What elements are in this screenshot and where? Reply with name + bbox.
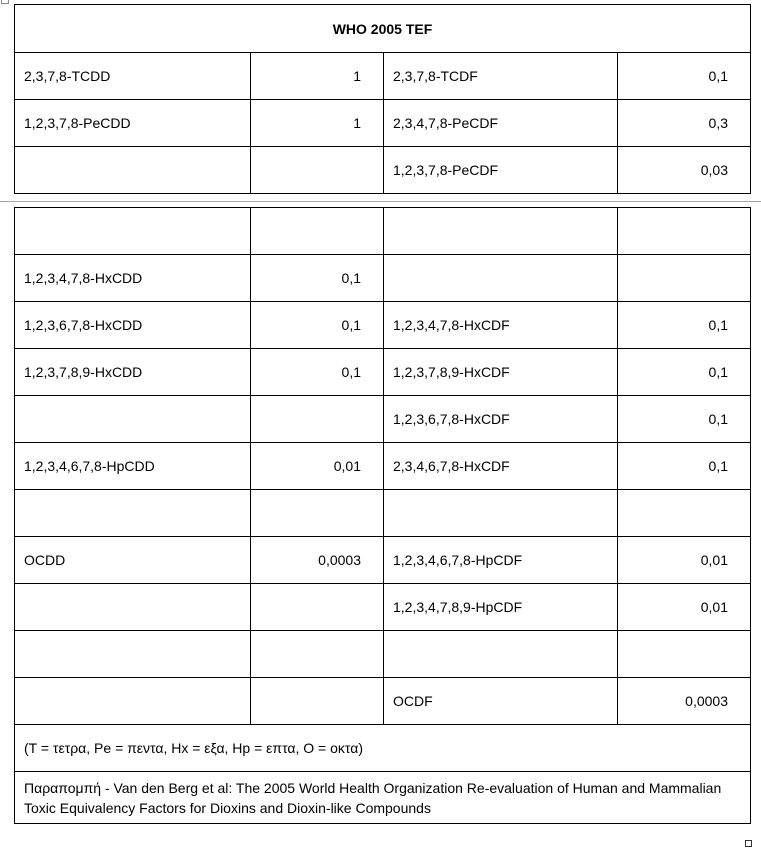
dioxin-tef-cell <box>251 631 384 678</box>
furan-tef-cell: 0,01 <box>618 584 751 631</box>
table-resize-handle[interactable] <box>745 840 752 847</box>
furan-tef-cell <box>618 631 751 678</box>
furan-cell <box>384 490 618 537</box>
table-row <box>15 584 751 631</box>
tef-table-bottom <box>14 207 751 824</box>
furan-tef-cell: 0,1 <box>618 396 751 443</box>
tef-table-top <box>14 4 751 194</box>
furan-cell: 1,2,3,7,8-PeCDF <box>384 147 618 194</box>
furan-tef-cell: 0,1 <box>618 443 751 490</box>
table-row <box>15 53 751 100</box>
dioxin-tef-cell: 1 <box>251 100 384 147</box>
dioxin-cell: 2,3,7,8-TCDD <box>15 53 251 100</box>
furan-tef-cell: 0,1 <box>618 302 751 349</box>
table-row <box>15 208 751 255</box>
dioxin-cell: 1,2,3,6,7,8-HxCDD <box>15 302 251 349</box>
page-break-line <box>0 201 761 202</box>
table-row <box>15 537 751 584</box>
table-row <box>15 100 751 147</box>
furan-tef-cell: 0,01 <box>618 537 751 584</box>
furan-tef-cell <box>618 208 751 255</box>
furan-tef-cell: 0,3 <box>618 100 751 147</box>
table-row <box>15 302 751 349</box>
furan-cell: 2,3,4,6,7,8-HxCDF <box>384 443 618 490</box>
dioxin-cell: 1,2,3,7,8,9-HxCDD <box>15 349 251 396</box>
furan-cell: 2,3,7,8-TCDF <box>384 53 618 100</box>
dioxin-tef-cell: 1 <box>251 53 384 100</box>
dioxin-cell: OCDD <box>15 537 251 584</box>
dioxin-tef-cell <box>251 490 384 537</box>
furan-cell: 2,3,4,7,8-PeCDF <box>384 100 618 147</box>
furan-cell: 1,2,3,4,7,8-HxCDF <box>384 302 618 349</box>
anchor-marker-icon <box>1 0 9 4</box>
furan-cell: 1,2,3,4,6,7,8-HpCDF <box>384 537 618 584</box>
table-row <box>15 443 751 490</box>
dioxin-tef-cell: 0,1 <box>251 349 384 396</box>
dioxin-cell <box>15 208 251 255</box>
dioxin-cell: 1,2,3,4,7,8-HxCDD <box>15 255 251 302</box>
dioxin-tef-cell <box>251 678 384 725</box>
table-row <box>15 396 751 443</box>
dioxin-cell <box>15 631 251 678</box>
table-row <box>15 490 751 537</box>
furan-tef-cell: 0,1 <box>618 53 751 100</box>
furan-tef-cell <box>618 490 751 537</box>
dioxin-tef-cell <box>251 208 384 255</box>
table-row <box>15 349 751 396</box>
furan-cell <box>384 631 618 678</box>
dioxin-cell: 1,2,3,4,6,7,8-HpCDD <box>15 443 251 490</box>
dioxin-tef-cell: 0,0003 <box>251 537 384 584</box>
table-header: WHO 2005 TEF <box>15 5 751 53</box>
table-row <box>15 678 751 725</box>
dioxin-tef-cell <box>251 147 384 194</box>
dioxin-tef-cell <box>251 584 384 631</box>
table-row <box>15 631 751 678</box>
furan-cell <box>384 208 618 255</box>
furan-cell: 1,2,3,6,7,8-HxCDF <box>384 396 618 443</box>
furan-tef-cell <box>618 255 751 302</box>
dioxin-cell <box>15 396 251 443</box>
furan-cell: OCDF <box>384 678 618 725</box>
dioxin-tef-cell: 0,1 <box>251 302 384 349</box>
dioxin-cell <box>15 678 251 725</box>
dioxin-tef-cell: 0,01 <box>251 443 384 490</box>
furan-cell: 1,2,3,7,8,9-HxCDF <box>384 349 618 396</box>
dioxin-cell <box>15 584 251 631</box>
dioxin-tef-cell <box>251 396 384 443</box>
reference-note: Παραπομπή - Van den Berg et al: The 2005 World Health Organization Re-evaluation of Human and Mammalian Toxic Equivalency Factors for Dioxins and Dioxin-like Compounds <box>15 772 751 824</box>
furan-tef-cell: 0,1 <box>618 349 751 396</box>
table-row <box>15 255 751 302</box>
furan-tef-cell: 0,0003 <box>618 678 751 725</box>
furan-cell <box>384 255 618 302</box>
dioxin-cell <box>15 147 251 194</box>
dioxin-cell <box>15 490 251 537</box>
furan-cell: 1,2,3,4,7,8,9-HpCDF <box>384 584 618 631</box>
dioxin-tef-cell: 0,1 <box>251 255 384 302</box>
dioxin-cell: 1,2,3,7,8-PeCDD <box>15 100 251 147</box>
abbreviations-note: (T = τετρα, Pe = πεντα, Hx = εξα, Hp = επτα, O = οκτα) <box>15 725 751 772</box>
table-row <box>15 147 751 194</box>
furan-tef-cell: 0,03 <box>618 147 751 194</box>
